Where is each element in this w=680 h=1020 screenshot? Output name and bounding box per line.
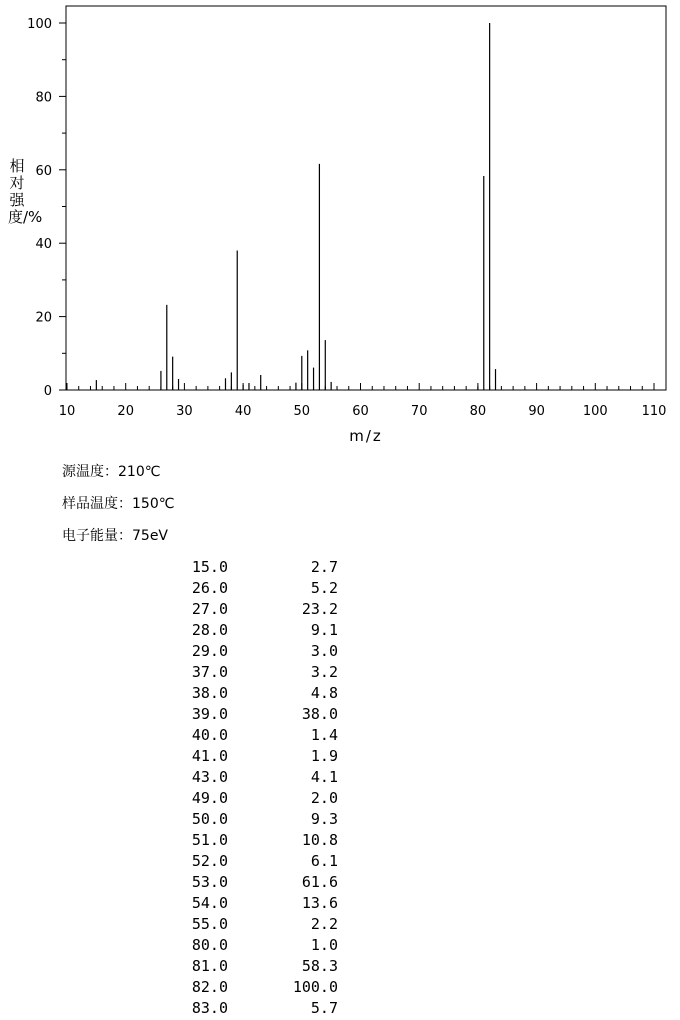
peak-row xyxy=(160,977,338,998)
peak-row xyxy=(160,599,338,620)
peak-row xyxy=(160,788,338,809)
peak-row xyxy=(160,725,338,746)
peak-intensity: 58.3 xyxy=(301,957,338,975)
x-tick-label: 60 xyxy=(352,404,369,419)
x-tick-label: 50 xyxy=(293,404,311,419)
y-tick-label: 0 xyxy=(43,384,52,399)
peak-intensity: 1.0 xyxy=(310,936,338,954)
peak-intensity: 2.0 xyxy=(310,789,338,807)
peak-mz: 27.0 xyxy=(191,600,228,618)
peak-intensity: 9.3 xyxy=(310,810,338,828)
mass-spectrum-chart xyxy=(0,0,680,450)
source-temperature: 源温度：210℃ xyxy=(62,464,161,480)
peak-mz: 39.0 xyxy=(191,705,228,723)
peak-intensity: 2.2 xyxy=(310,915,338,933)
plot-frame xyxy=(66,6,666,390)
peak-mz: 83.0 xyxy=(191,999,228,1017)
peak-row xyxy=(160,872,338,893)
peak-mz: 52.0 xyxy=(191,852,228,870)
peak-row xyxy=(160,935,338,956)
peak-intensity: 4.1 xyxy=(310,768,338,786)
peak-row xyxy=(160,998,338,1019)
x-tick-label: 40 xyxy=(234,404,252,419)
peak-row xyxy=(160,914,338,935)
peak-table xyxy=(160,557,338,1019)
peak-mz: 41.0 xyxy=(191,747,228,765)
peak-intensity: 38.0 xyxy=(301,705,338,723)
peak-mz: 81.0 xyxy=(191,957,228,975)
y-tick-label: 60 xyxy=(35,163,52,179)
peak-row xyxy=(160,851,338,872)
sample-temperature: 样品温度：150℃ xyxy=(62,496,175,512)
peak-row xyxy=(160,809,338,830)
x-tick-label: 70 xyxy=(410,404,428,419)
peak-intensity: 3.0 xyxy=(310,642,338,660)
x-tick-label: 110 xyxy=(641,404,667,419)
peak-mz: 54.0 xyxy=(191,894,228,912)
peak-row xyxy=(160,662,338,683)
peak-intensity: 61.6 xyxy=(301,873,338,891)
peak-mz: 53.0 xyxy=(191,873,228,891)
electron-energy: 电子能量：75eV xyxy=(62,528,169,544)
y-tick-label: 40 xyxy=(35,237,52,253)
peak-row xyxy=(160,557,338,578)
peak-mz: 43.0 xyxy=(191,768,228,786)
peak-intensity: 23.2 xyxy=(301,600,338,618)
x-tick-label: 30 xyxy=(176,404,193,419)
peak-mz: 51.0 xyxy=(191,831,228,849)
x-tick-label: 90 xyxy=(528,404,545,419)
peak-intensity: 100.0 xyxy=(292,978,338,996)
peak-mz: 37.0 xyxy=(191,663,228,681)
peak-mz: 82.0 xyxy=(191,978,228,996)
peak-intensity: 1.4 xyxy=(310,726,338,744)
peak-intensity: 1.9 xyxy=(310,747,338,765)
y-tick-label: 20 xyxy=(35,310,52,326)
peak-mz: 40.0 xyxy=(191,726,228,744)
y-axis-label: 相对强度/% xyxy=(8,157,43,226)
peak-intensity: 4.8 xyxy=(310,684,338,702)
x-tick-label: 10 xyxy=(58,404,76,419)
peak-mz: 49.0 xyxy=(191,789,228,807)
x-axis-label: m/z xyxy=(349,427,383,445)
peak-intensity: 5.7 xyxy=(310,999,338,1017)
peak-row xyxy=(160,641,338,662)
peak-row xyxy=(160,704,338,725)
peak-intensity: 2.7 xyxy=(310,558,338,576)
peak-row xyxy=(160,620,338,641)
peak-intensity: 3.2 xyxy=(310,663,338,681)
peak-mz: 28.0 xyxy=(191,621,228,639)
peak-row xyxy=(160,893,338,914)
peak-mz: 50.0 xyxy=(191,810,228,828)
peak-mz: 15.0 xyxy=(191,558,228,576)
y-tick-label: 80 xyxy=(35,90,52,106)
peak-mz: 38.0 xyxy=(191,684,228,702)
peak-intensity: 5.2 xyxy=(310,579,338,597)
peak-row xyxy=(160,830,338,851)
x-tick-label: 100 xyxy=(582,404,608,419)
peak-mz: 80.0 xyxy=(191,936,228,954)
peak-mz: 26.0 xyxy=(191,579,228,597)
peak-intensity: 13.6 xyxy=(301,894,338,912)
peak-row xyxy=(160,578,338,599)
peak-mz: 55.0 xyxy=(191,915,228,933)
peak-intensity: 10.8 xyxy=(301,831,338,849)
peak-mz: 29.0 xyxy=(191,642,228,660)
y-tick-label: 100 xyxy=(27,17,52,32)
peak-row xyxy=(160,746,338,767)
peak-row xyxy=(160,956,338,977)
peak-row xyxy=(160,767,338,788)
peak-intensity: 6.1 xyxy=(310,852,338,870)
x-tick-label: 20 xyxy=(117,404,134,419)
peak-row xyxy=(160,683,338,704)
x-tick-label: 80 xyxy=(469,404,487,419)
peak-intensity: 9.1 xyxy=(310,621,338,639)
